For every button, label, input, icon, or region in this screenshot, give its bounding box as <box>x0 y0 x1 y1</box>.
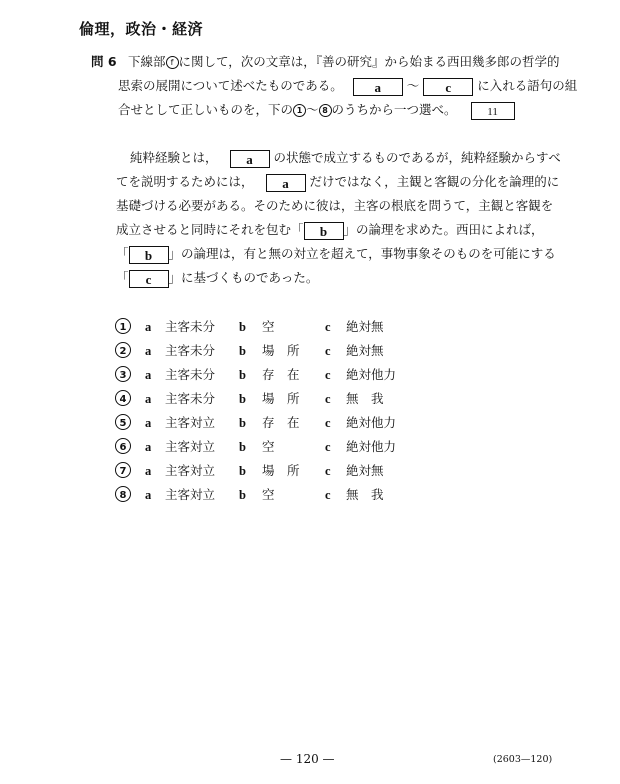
option-number: 8 <box>115 486 131 502</box>
exam-code: (2603—120) <box>493 754 553 765</box>
option-value-c: 無 我 <box>346 391 384 406</box>
option-value-c: 絶対無 <box>346 319 384 334</box>
question-text: 下線部 <box>128 54 166 69</box>
blank-box-a: a <box>230 150 270 168</box>
option-key-a: a <box>145 488 152 502</box>
option-value-a: 主客対立 <box>165 439 216 454</box>
passage-text: 純粋経験とは， <box>130 150 218 165</box>
tilde: 〜 <box>306 102 319 117</box>
question-text: に入れる語句の組 <box>477 78 578 93</box>
option-value-b: 空 <box>262 319 275 334</box>
question-label: 問 6 <box>91 54 117 69</box>
option-key-b: b <box>239 344 246 358</box>
passage-line-6 <box>116 268 318 288</box>
blank-box-b: b <box>304 222 344 240</box>
option-key-c: c <box>325 344 331 358</box>
option-value-c: 絶対他力 <box>346 439 397 454</box>
page-number: — 120 — <box>280 752 335 766</box>
option-value-a: 主客対立 <box>165 415 216 430</box>
underline-marker: f <box>166 56 179 69</box>
passage-text: の状態で成立するものであるが，純粋経験からすべ <box>273 150 561 165</box>
option-key-b: b <box>239 488 246 502</box>
option-key-a: a <box>145 464 152 478</box>
passage-text: 「 <box>116 270 129 285</box>
option-key-a: a <box>145 440 152 454</box>
passage-text: だけではなく，主観と客観の分化を論理的に <box>309 174 560 189</box>
option-key-c: c <box>325 320 331 334</box>
passage-text: 」に基づくものであった。 <box>168 270 319 285</box>
passage-text: てを説明するためには， <box>116 174 254 189</box>
option-key-b: b <box>239 464 246 478</box>
option-value-b: 存 在 <box>262 415 300 430</box>
option-key-a: a <box>145 320 152 334</box>
blank-box-a: a <box>353 78 403 96</box>
question-line-2 <box>118 76 577 96</box>
blank-box-a: a <box>266 174 306 192</box>
passage-text: 」の論理は，有と無の対立を超えて，事物事象そのものを可能にする <box>168 246 556 261</box>
option-value-a: 主客未分 <box>165 391 216 406</box>
option-key-a: a <box>145 416 152 430</box>
blank-box-c: c <box>423 78 473 96</box>
option-key-a: a <box>145 368 152 382</box>
option-key-b: b <box>239 320 246 334</box>
option-value-c: 絶対他力 <box>346 367 397 382</box>
passage-line-2 <box>116 172 559 192</box>
option-value-b: 空 <box>262 487 275 502</box>
option-key-b: b <box>239 368 246 382</box>
blank-box-c: c <box>129 270 169 288</box>
question-text: のうちから一つ選べ。 <box>331 102 457 117</box>
passage-line-1 <box>130 148 561 168</box>
option-key-b: b <box>239 440 246 454</box>
option-key-a: a <box>145 392 152 406</box>
question-text: 合せとして正しいものを，下の <box>118 102 294 117</box>
option-number: 6 <box>115 438 131 454</box>
section-title: 倫理，政治・経済 <box>79 20 204 38</box>
answer-number-box: 11 <box>471 102 515 120</box>
question-line-3 <box>118 100 515 120</box>
option-number: 1 <box>115 318 131 334</box>
option-number: 4 <box>115 390 131 406</box>
passage-line-4 <box>116 220 544 240</box>
option-value-b: 場 所 <box>262 343 300 358</box>
option-number: 3 <box>115 366 131 382</box>
tilde: 〜 <box>406 78 420 93</box>
option-value-c: 無 我 <box>346 487 384 502</box>
option-key-c: c <box>325 488 331 502</box>
option-number: 5 <box>115 414 131 430</box>
option-value-b: 空 <box>262 439 275 454</box>
passage-text: 」の論理を求めた。西田によれば， <box>343 222 544 237</box>
option-value-a: 主客未分 <box>165 343 216 358</box>
option-value-a: 主客対立 <box>165 487 216 502</box>
option-key-b: b <box>239 392 246 406</box>
passage-line-3: 基礎づける必要がある。そのために彼は，主客の根底を問うて，主観と客観を <box>116 198 554 213</box>
option-key-c: c <box>325 440 331 454</box>
option-key-c: c <box>325 392 331 406</box>
question-text: に関して，次の文章は，『善の研究』から始まる西田幾多郎の哲学的 <box>178 54 560 69</box>
option-key-c: c <box>325 464 331 478</box>
passage-text: 成立させると同時にそれを包む「 <box>116 222 304 237</box>
option-value-b: 存 在 <box>262 367 300 382</box>
option-value-a: 主客未分 <box>165 367 216 382</box>
passage-text: 「 <box>116 246 129 261</box>
option-value-c: 絶対無 <box>346 463 384 478</box>
passage-line-5 <box>116 244 556 264</box>
option-key-c: c <box>325 416 331 430</box>
option-number: 7 <box>115 462 131 478</box>
option-value-c: 絶対他力 <box>346 415 397 430</box>
option-value-b: 場 所 <box>262 391 300 406</box>
option-value-a: 主客対立 <box>165 463 216 478</box>
choice-range-start: 1 <box>293 104 306 117</box>
option-key-b: b <box>239 416 246 430</box>
option-number: 2 <box>115 342 131 358</box>
question-text: 思索の展開について述べたものである。 <box>118 78 343 93</box>
option-value-c: 絶対無 <box>346 343 384 358</box>
blank-box-b: b <box>129 246 169 264</box>
option-key-a: a <box>145 344 152 358</box>
question-line-1 <box>128 52 560 72</box>
choice-range-end: 8 <box>319 104 332 117</box>
option-key-c: c <box>325 368 331 382</box>
option-value-a: 主客未分 <box>165 319 216 334</box>
option-value-b: 場 所 <box>262 463 300 478</box>
